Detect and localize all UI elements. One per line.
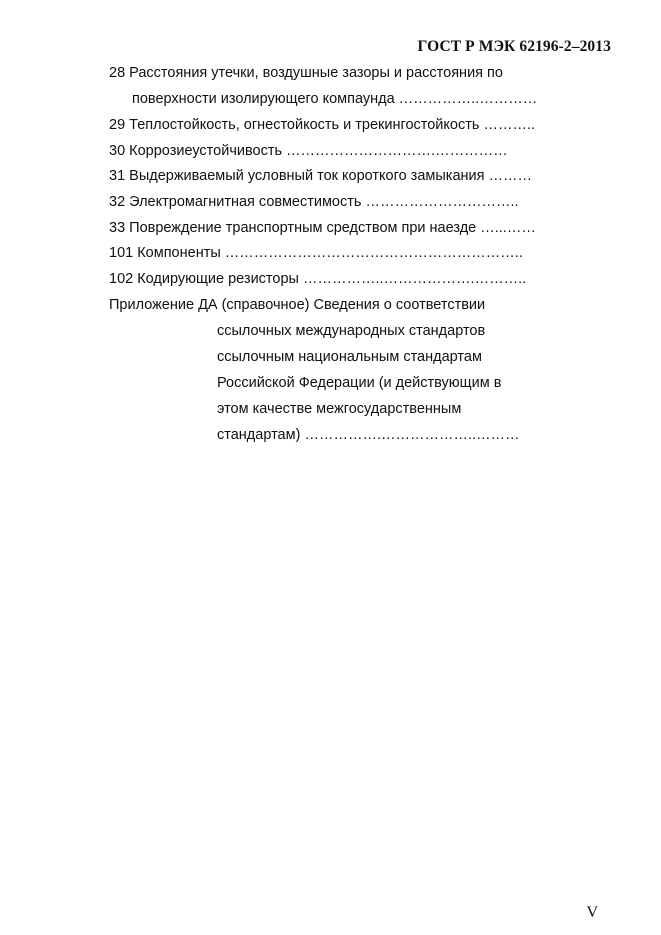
toc-item-32: 32 Электромагнитная совместимость ………………………….. (109, 194, 519, 210)
toc-annex-line1: Приложение ДА (справочное) Сведения о соответствии (109, 297, 486, 313)
toc-item-28-line1: 28 Расстояния утечки, воздушные зазоры и расстояния по (109, 65, 503, 81)
toc-item-33: 33 Повреждение транспортным средством при наезде …...…… (109, 220, 536, 236)
toc-item-102: 102 Кодирующие резисторы ……………..……………….……….. (109, 271, 527, 287)
toc-item-30: 30 Коррозиеустойчивость ………………………….…………… (109, 143, 508, 159)
toc-annex-line3: ссылочным национальным стандартам (217, 349, 482, 365)
toc-item-31: 31 Выдерживаемый условный ток короткого замыкания ……… (109, 168, 532, 184)
toc-annex-line5: этом качестве межгосударственным (217, 401, 462, 417)
toc-item-29: 29 Теплостойкость, огнестойкость и трекингостойкость ……….. (109, 117, 536, 133)
toc-annex-line6: стандартам) …………….………………..……… (217, 427, 520, 443)
toc-annex-line2: ссылочных международных стандартов (217, 323, 486, 339)
toc-item-28-line2: поверхности изолирующего компаунда ……………..………… (132, 91, 538, 107)
page-number: V (586, 904, 598, 921)
document-header: ГОСТ Р МЭК 62196-2–2013 (417, 38, 611, 55)
toc-annex-line4: Российской Федерации (и действующим в (217, 375, 502, 391)
toc-item-101: 101 Компоненты …………………………………………………….. (109, 245, 523, 261)
